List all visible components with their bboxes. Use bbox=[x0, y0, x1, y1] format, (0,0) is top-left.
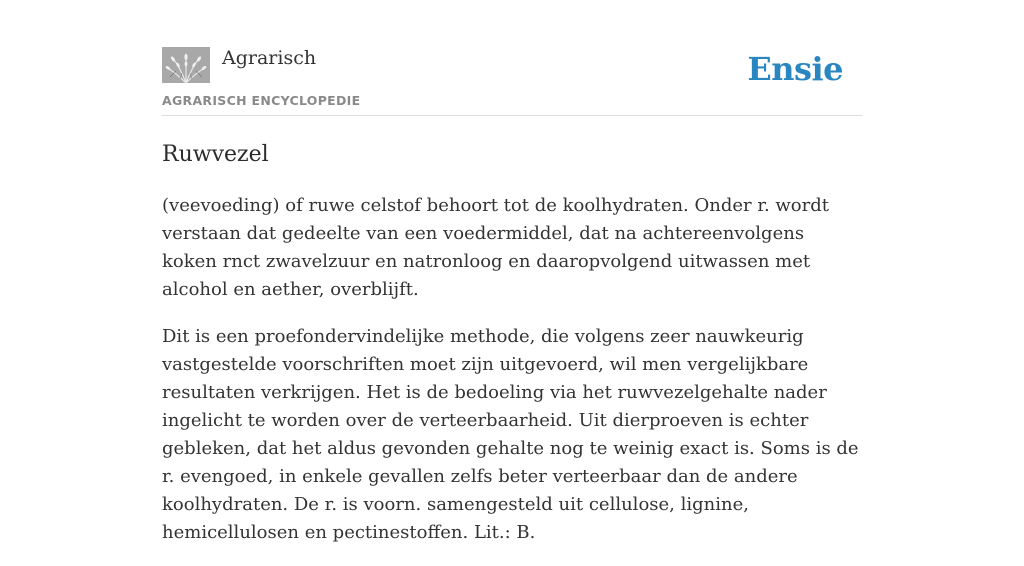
header bbox=[162, 0, 862, 116]
brand-logo[interactable]: Ensie bbox=[747, 50, 843, 88]
article-paragraph: Dit is een proefondervindelijke methode, die volgens zeer nauwkeurig vastgestelde voorschriften moet zijn uitgevoerd, wil men vergelijkbare resultaten verkrijgen. Het is de bedoeling via het ruwvezelgehalte nader ingelicht te worden over de verteerbaarheid. Uit dierproeven is echter gebleken, dat het aldus gevonden gehalte nog te weinig exact is. Soms is de r. evengoed, in enkele gevallen zelfs beter verteerbaar dan de andere koolhydraten. De r. is voorn. samengesteld uit cellulose, lignine, hemicellulosen en pectinestoffen. Lit.: B. bbox=[162, 326, 859, 543]
article-body bbox=[162, 192, 862, 566]
article-paragraph: (veevoeding) of ruwe celstof behoort tot de koolhydraten. Onder r. wordt verstaan dat gedeelte van een voedermiddel, dat na achtereenvolgens koken rnct zwavelzuur en natronloog en daaropvolgend uitwassen met alcohol en aether, overblijft. bbox=[162, 195, 830, 300]
page bbox=[162, 0, 862, 543]
source-subtitle[interactable]: AGRARISCH ENCYCLOPEDIE bbox=[162, 93, 361, 108]
source-name[interactable]: Agrarisch bbox=[222, 47, 317, 69]
page-title: Ruwvezel bbox=[162, 142, 269, 167]
wheat-icon[interactable] bbox=[162, 47, 210, 83]
